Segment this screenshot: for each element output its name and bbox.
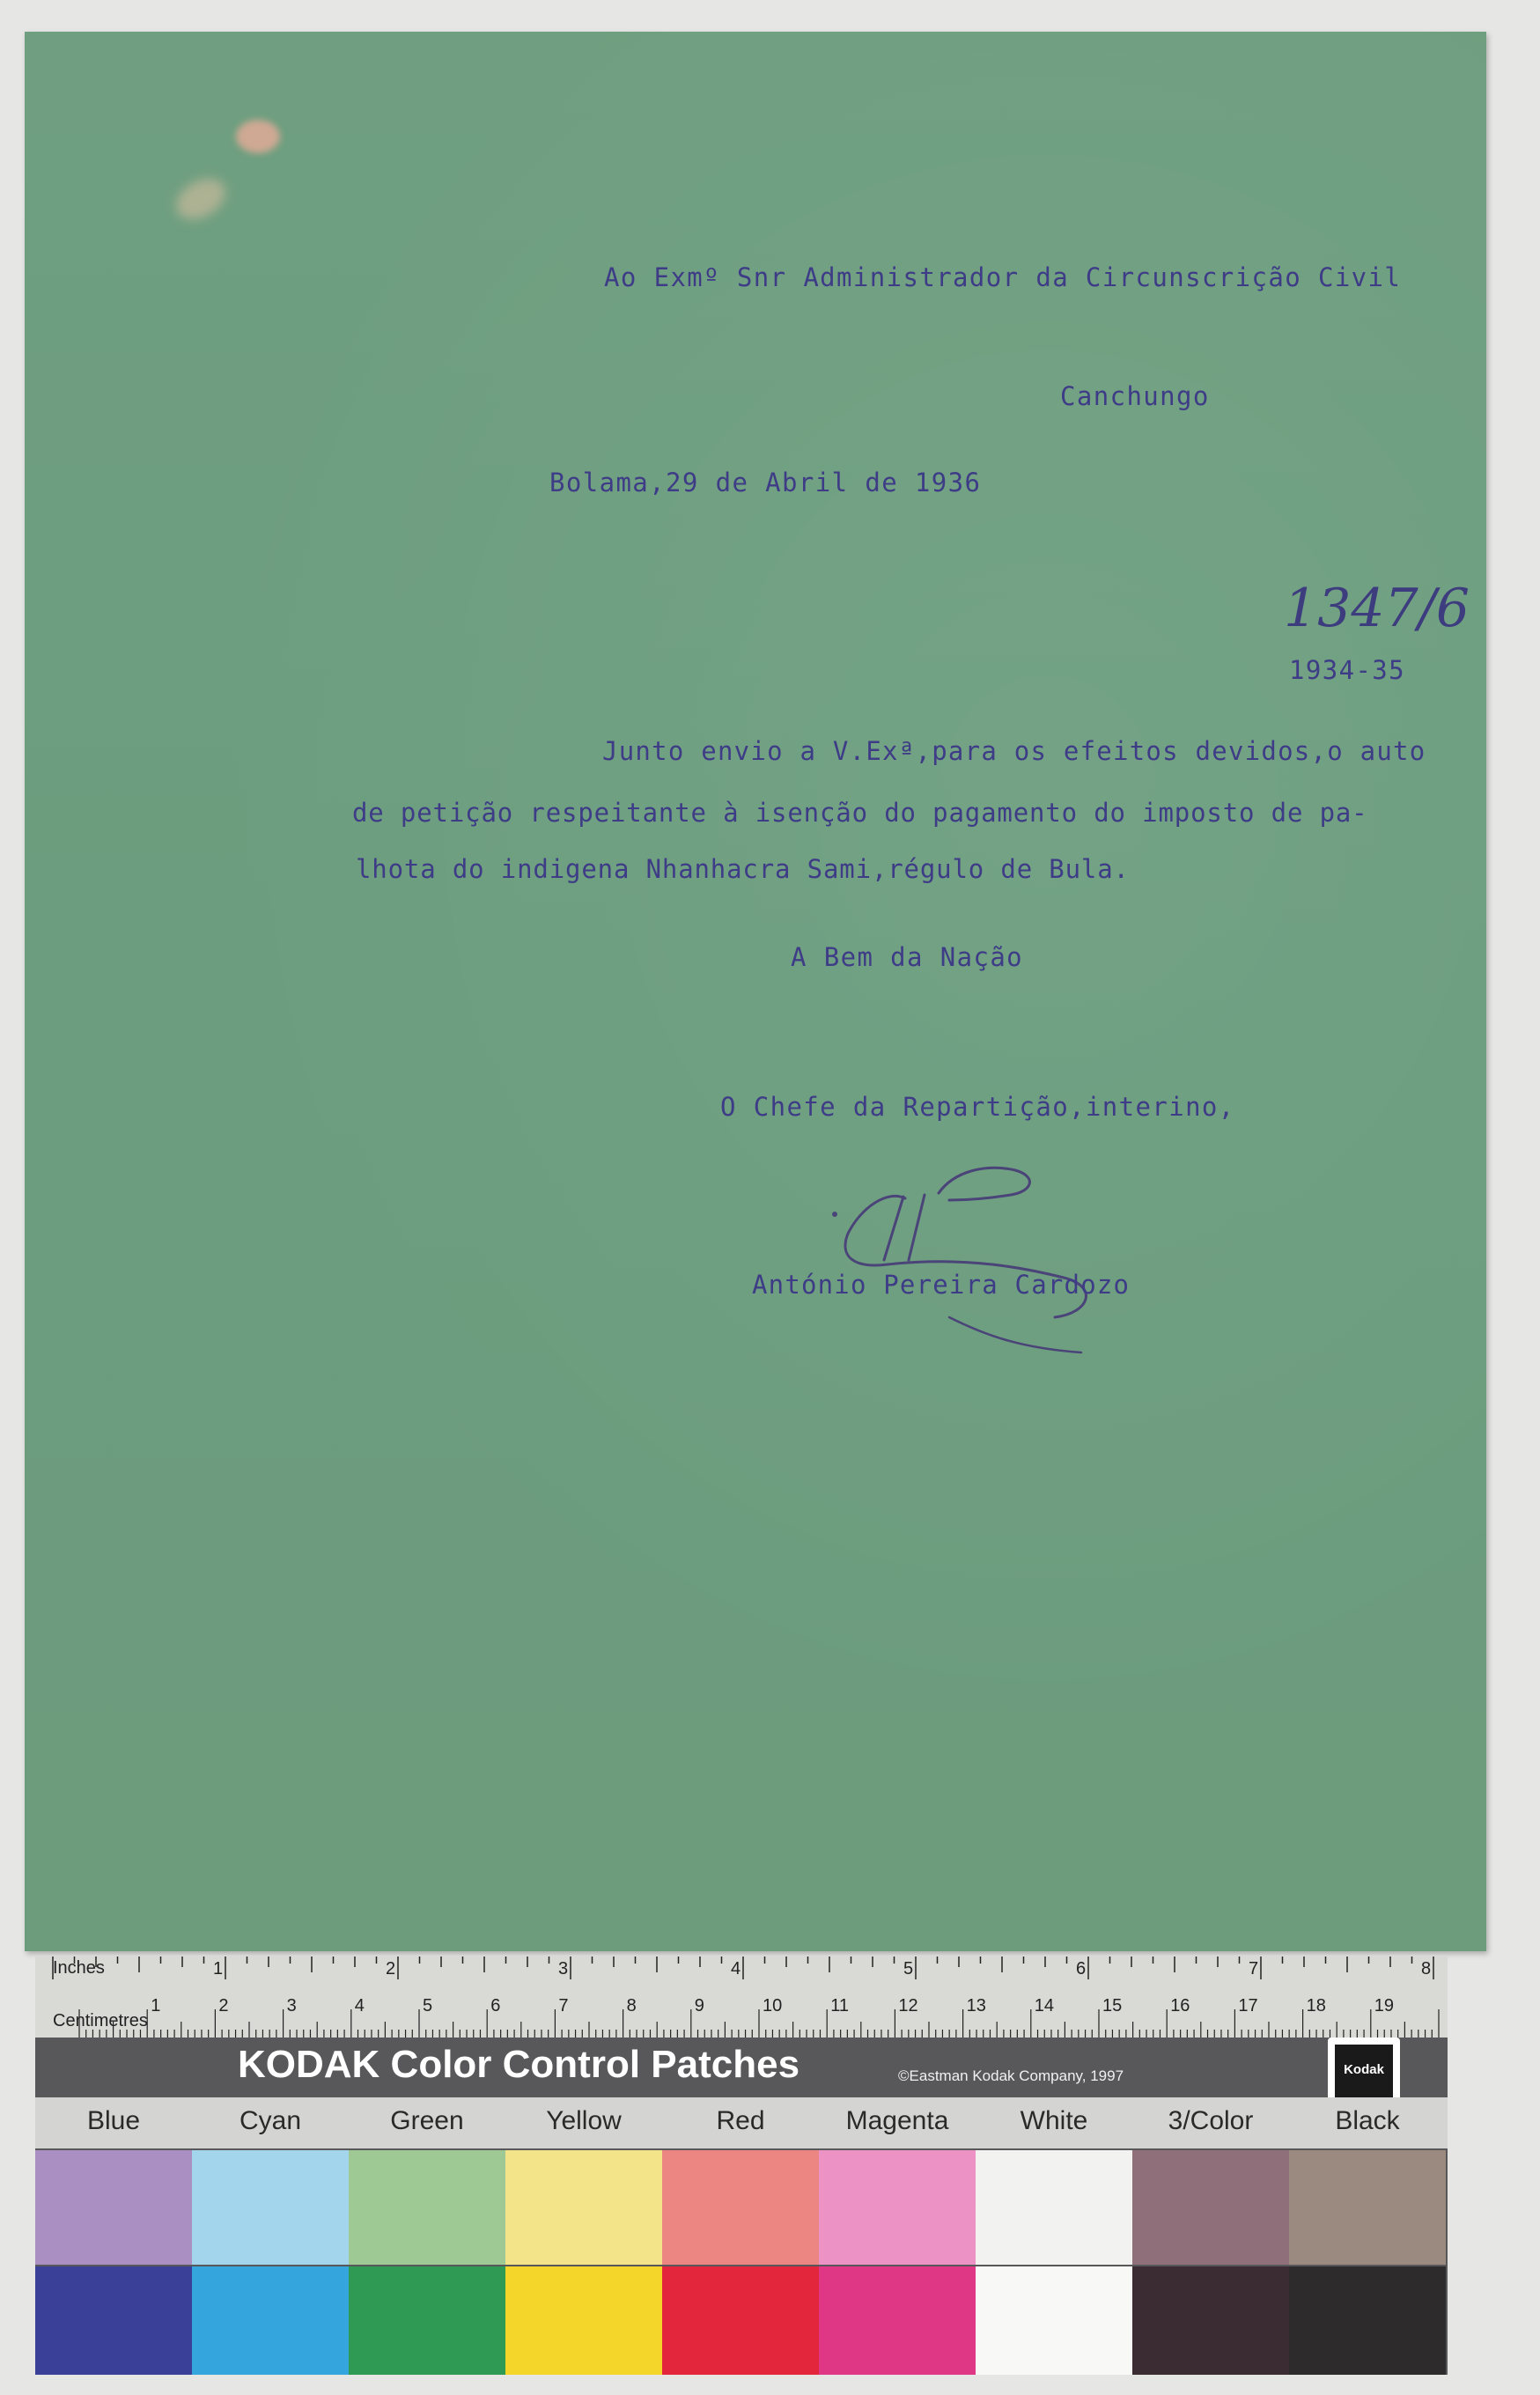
color-patch-dark [819, 2266, 976, 2375]
patch-label-magenta: Magenta [845, 2106, 949, 2135]
paper-stain [169, 171, 232, 228]
cm-mark-label: 7 [558, 1996, 569, 2015]
cm-mark-label: 9 [694, 1996, 704, 2015]
inch-mark-label: 7 [1249, 1959, 1259, 1979]
body-line: de petição respeitante à isenção do pagamento do imposto de pa- [352, 798, 1368, 828]
measurement-ruler [35, 1957, 1448, 2038]
cm-mark-label: 8 [626, 1996, 637, 2015]
color-patch-dark [662, 2266, 819, 2375]
patch-label-yellow: Yellow [546, 2106, 622, 2135]
patch-label-cyan: Cyan [239, 2106, 302, 2135]
color-patch-light [35, 2150, 192, 2265]
signatory-name: António Pereira Cardozo [752, 1270, 1131, 1300]
cm-mark-label: 17 [1238, 1996, 1258, 2015]
inch-mark-label: 5 [903, 1959, 914, 1979]
color-patch-light [976, 2150, 1132, 2265]
cm-mark-label: 16 [1170, 1996, 1190, 2015]
color-patch-dark [505, 2266, 662, 2375]
cm-mark-label: 11 [830, 1996, 849, 2015]
patch-label-3-color: 3/Color [1168, 2106, 1254, 2135]
inch-mark-label: 1 [213, 1959, 224, 1979]
cm-mark-label: 4 [354, 1996, 365, 2015]
closing-salutation: A Bem da Nação [791, 942, 1024, 972]
cm-mark-label: 19 [1374, 1996, 1395, 2015]
reference-year: 1934-35 [1289, 655, 1406, 685]
patch-label-black: Black [1335, 2106, 1400, 2135]
inch-mark-label: 8 [1421, 1959, 1432, 1979]
color-patch-light [1132, 2150, 1289, 2265]
ruler-inches-label: Inches [53, 1958, 105, 1978]
color-patch-dark [349, 2266, 505, 2375]
handwritten-reference-number: 1347/6 [1284, 578, 1470, 639]
kodak-color-control-strip [35, 1957, 1448, 2375]
color-patch-light [1289, 2150, 1446, 2265]
letter-page [25, 32, 1486, 1951]
cm-mark-label: 10 [763, 1996, 783, 2015]
inch-mark-label: 4 [731, 1959, 741, 1979]
color-patch-light [349, 2150, 505, 2265]
color-patch-light [505, 2150, 662, 2265]
color-patch-light [662, 2150, 819, 2265]
color-patch-dark [1132, 2266, 1289, 2375]
cm-mark-label: 18 [1306, 1996, 1326, 2015]
handwritten-signature [799, 1137, 1169, 1383]
kodak-logo-text: Kodak [1344, 2062, 1384, 2077]
addressee-line: Ao Exmº Snr Administrador da Circunscrição Civil [604, 262, 1402, 292]
body-line: Junto envio a V.Exª,para os efeitos devidos,o auto [602, 736, 1426, 766]
color-patch-dark [1289, 2266, 1446, 2375]
color-patch-dark [192, 2266, 349, 2375]
body-line: lhota do indigena Nhanhacra Sami,régulo de Bula. [356, 854, 1130, 884]
inch-mark-label: 6 [1076, 1959, 1087, 1979]
strip-title: KODAK Color Control Patches [238, 2043, 800, 2086]
patch-label-blue: Blue [86, 2106, 141, 2135]
inch-mark-label: 2 [386, 1959, 396, 1979]
color-patch-light [819, 2150, 976, 2265]
ruler-centimetres-label: Centimetres [53, 2011, 148, 2030]
cm-mark-label: 2 [218, 1996, 229, 2015]
inch-mark-label: 3 [558, 1959, 569, 1979]
cm-mark-label: 13 [966, 1996, 986, 2015]
cm-mark-label: 15 [1102, 1996, 1123, 2015]
cm-mark-label: 3 [286, 1996, 297, 2015]
color-patch-light [192, 2150, 349, 2265]
signatory-title: O Chefe da Repartição,interino, [720, 1092, 1235, 1122]
cm-mark-label: 12 [898, 1996, 918, 2015]
color-patch-dark [976, 2266, 1132, 2375]
addressee-location: Canchungo [1060, 381, 1210, 411]
color-patch-dark [35, 2266, 192, 2375]
ruler-ticks [35, 1957, 1448, 2038]
cm-mark-label: 14 [1034, 1996, 1055, 2015]
cm-mark-label: 6 [490, 1996, 501, 2015]
patch-label-white: White [1020, 2106, 1088, 2135]
patch-label-red: Red [716, 2106, 765, 2135]
cm-mark-label: 5 [423, 1996, 433, 2015]
patch-label-green: Green [390, 2106, 464, 2135]
paper-stain [236, 120, 280, 153]
place-and-date: Bolama,29 de Abril de 1936 [549, 468, 982, 497]
strip-copyright: ©Eastman Kodak Company, 1997 [898, 2067, 1124, 2084]
cm-mark-label: 1 [151, 1996, 161, 2015]
